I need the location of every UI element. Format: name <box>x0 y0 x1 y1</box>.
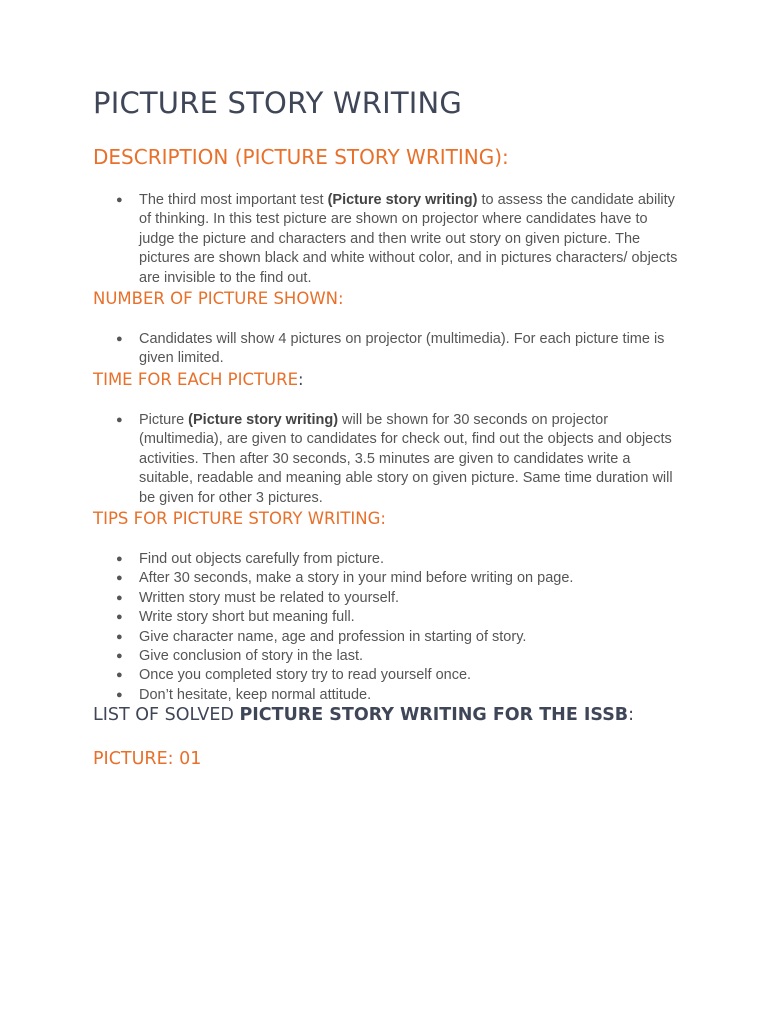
number-shown-text: Candidates will show 4 pictures on projector (multimedia). For each picture time is given limited. <box>139 331 665 367</box>
list-item <box>116 191 686 288</box>
time-each-heading <box>93 370 304 389</box>
solved-list-heading <box>93 705 634 725</box>
tips-heading: TIPS FOR PICTURE STORY WRITING: <box>93 509 386 528</box>
list-item <box>116 686 686 705</box>
time-each-text-before: Picture <box>139 412 189 428</box>
time-each-text-bold: (Picture story writing) <box>188 412 339 428</box>
bullet-icon: ● <box>116 553 123 565</box>
description-list <box>116 191 686 288</box>
list-item <box>116 647 686 666</box>
tip-text: Don’t hesitate, keep normal attitude. <box>139 686 372 703</box>
list-item <box>116 589 686 608</box>
picture-label: PICTURE: 01 <box>93 749 202 769</box>
tip-text: Give character name, age and profession in starting of story. <box>139 628 527 645</box>
tip-text: Give conclusion of story in the last. <box>139 648 364 665</box>
bullet-icon: ● <box>116 630 123 643</box>
list-item <box>116 330 686 369</box>
tip-text: Find out objects carefully from picture. <box>139 551 384 567</box>
list-item <box>116 628 686 647</box>
list-item <box>116 569 686 588</box>
tip-text: Written story must be related to yourself. <box>139 589 400 606</box>
bullet-icon: ● <box>116 414 123 426</box>
bullet-icon: ● <box>116 688 123 701</box>
tip-text: Write story short but meaning full. <box>139 609 355 626</box>
bullet-icon: ● <box>116 669 123 682</box>
tip-text: Once you completed story try to read yourself once. <box>139 667 472 684</box>
solved-list-prefix: LIST OF SOLVED <box>93 705 240 725</box>
bullet-icon: ● <box>116 650 123 663</box>
number-shown-list <box>116 330 686 369</box>
description-text-before: The third most important test <box>139 192 328 208</box>
time-each-heading-colon: : <box>298 370 304 389</box>
bullet-icon: ● <box>116 611 123 624</box>
bullet-icon: ● <box>116 333 123 345</box>
bullet-icon: ● <box>116 194 123 206</box>
number-shown-heading: NUMBER OF PICTURE SHOWN: <box>93 289 344 308</box>
description-heading: DESCRIPTION (PICTURE STORY WRITING): <box>93 145 509 169</box>
solved-list-bold: PICTURE STORY WRITING FOR THE ISSB <box>239 705 629 725</box>
solved-list-suffix: : <box>628 705 635 725</box>
list-item <box>116 608 686 627</box>
time-each-heading-text: TIME FOR EACH PICTURE <box>93 370 299 389</box>
time-each-list <box>116 411 686 508</box>
list-item <box>116 666 686 685</box>
tip-text: After 30 seconds, make a story in your mind before writing on page. <box>139 570 574 587</box>
page-title: PICTURE STORY WRITING <box>93 86 463 120</box>
bullet-icon: ● <box>116 591 123 604</box>
bullet-icon: ● <box>116 572 123 585</box>
tips-list <box>116 550 686 705</box>
list-item <box>116 411 686 508</box>
time-each-text-after: will be shown for 30 seconds on projector (multimedia), are given to candidates for check out, find out the objects and objects activities. Then after 30 seconds, 3.5 minutes are given to candidates write a suitable, readable and meaning able story on given picture. Same time duration will be given for other 3 pictures. <box>139 412 673 506</box>
list-item <box>116 550 686 569</box>
description-text-bold: (Picture story writing) <box>327 192 478 208</box>
description-text-after: to assess the candidate ability of thinking. In this test picture are shown on projector where candidates have to judge the picture and characters and then write out story on given picture. The pictures are shown black and white without color, and in pictures characters/ objects are invisible to the find out. <box>139 192 678 286</box>
